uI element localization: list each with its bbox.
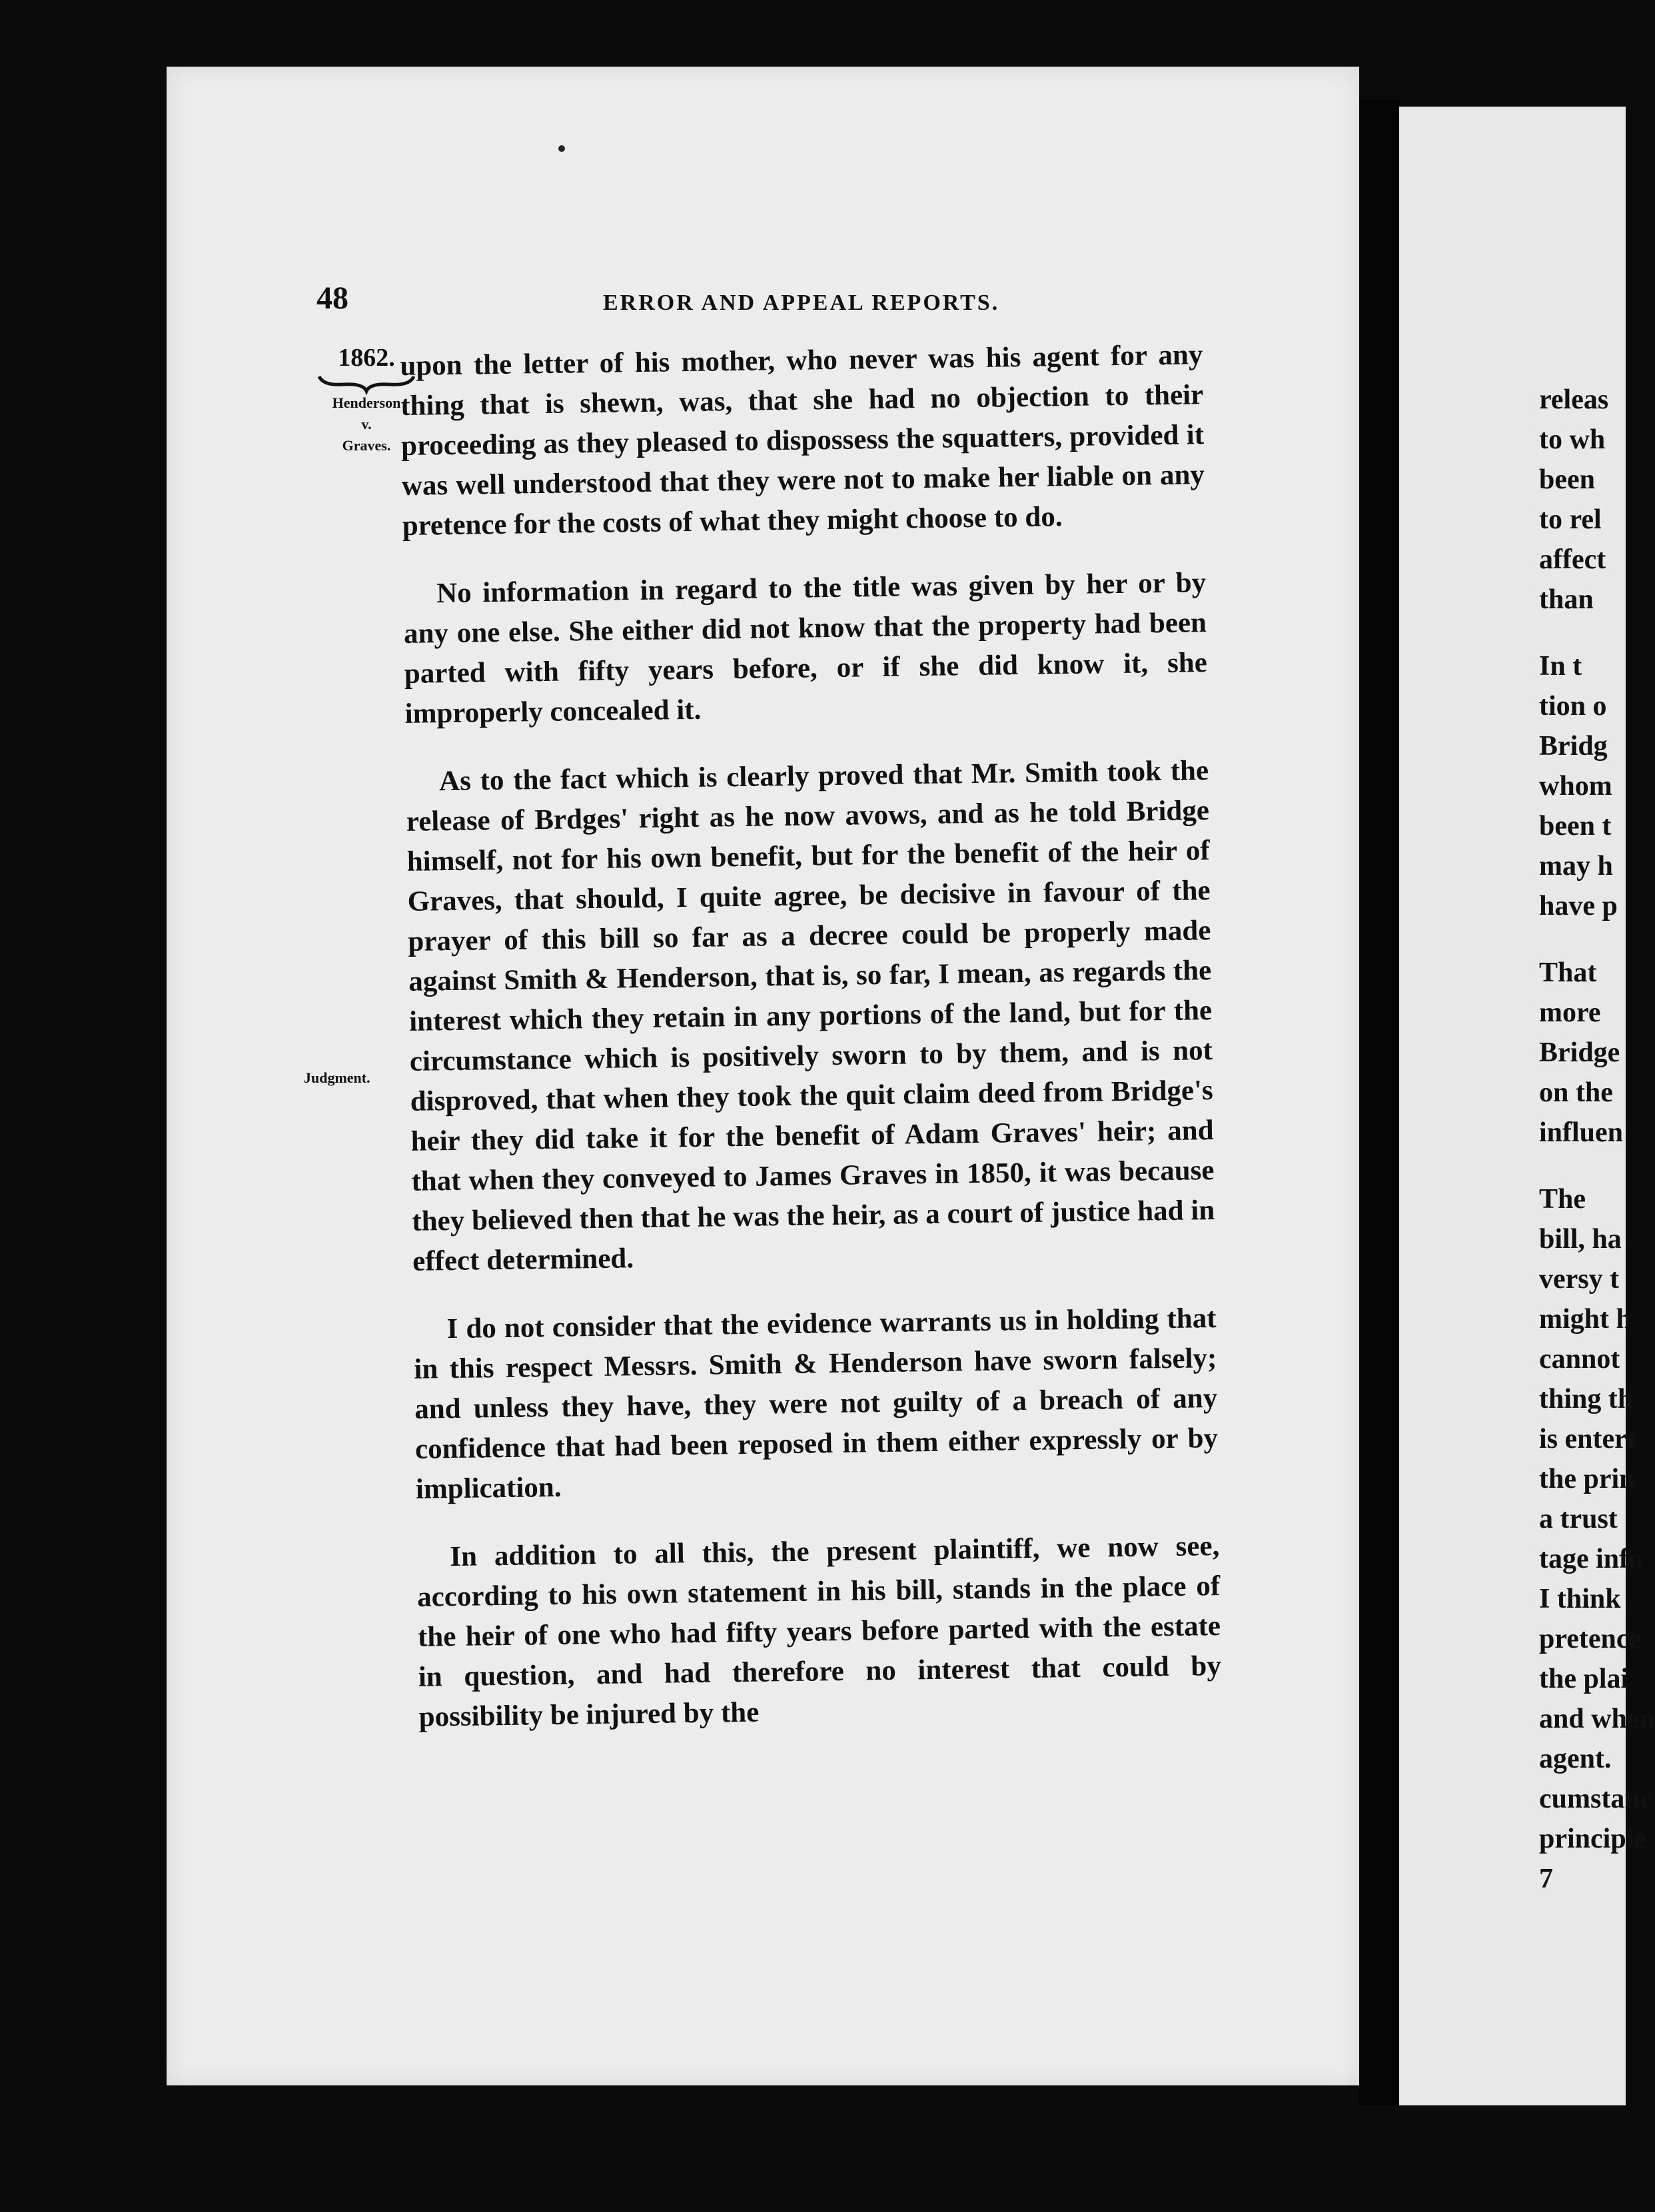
- right-line: the prin: [1539, 1464, 1635, 1494]
- paragraph-4: I do not consider that the evidence warrants us in holding that in this respect Messrs. Smith & Henderson have sworn falsely; and unless they have, they were not guilty of a breach of any confidence that had been reposed in them either expressly or by implication.: [414, 1303, 1219, 1505]
- right-line: may h: [1539, 851, 1613, 881]
- right-line: cannot: [1539, 1344, 1620, 1375]
- paragraph-5: In addition to all this, the present plaintiff, we now see, according to his own statement in his bill, stands in the place of the heir of one who had fifty years before parted with the estate in question, and had therefore no interest that could by possibility be injured by the: [416, 1530, 1222, 1733]
- right-line: In t: [1539, 651, 1582, 682]
- margin-party-2: Graves.: [342, 437, 391, 454]
- page-number: 48: [316, 280, 348, 316]
- right-line: Bridge: [1539, 1037, 1620, 1068]
- right-line: been: [1539, 464, 1595, 495]
- right-line: tage info: [1539, 1544, 1643, 1574]
- right-line: That: [1539, 957, 1597, 988]
- right-line: been t: [1539, 811, 1612, 841]
- margin-party-1: Henderson: [332, 394, 401, 411]
- book-gutter: [1359, 100, 1399, 2105]
- right-line: bill, ha: [1539, 1224, 1622, 1255]
- paragraph-1: upon the letter of his mother, who never was his agent for any thing that is shewn, was, that she had no objection to their proceeding as they pleased to dispossess the squatters, provided it was well understood that they were not to make her liable on any pretence for the costs of what they might choose to do.: [400, 339, 1205, 542]
- right-line: might h: [1539, 1304, 1632, 1335]
- right-line: to wh: [1539, 424, 1606, 455]
- right-line: Bridg: [1539, 731, 1608, 762]
- right-line: whom: [1539, 771, 1612, 802]
- right-line: more: [1539, 997, 1601, 1028]
- right-line: I think: [1539, 1584, 1621, 1614]
- paragraph-2: No information in regard to the title was given by her or by any one else. She either did not know that the property had been parted with fifty years before, or if she did know it, she improperly concealed it.: [403, 567, 1208, 730]
- body-text: [400, 335, 1223, 1766]
- right-line: tion o: [1539, 691, 1607, 722]
- paragraph-3: As to the fact which is clearly proved that Mr. Smith took the release of Brdges' right as he now avows, and as he told Bridge himself, not for his own benefit, but for the benefit of the heir of Graves, that should, I quite agree, be decisive in favour of the prayer of this bill so far as a decree could be properly made against Smith & Henderson, that is, so far, I mean, as regards the interest which they retain in any portions of the land, but for the circumstance which is positively sworn to by them, and is not disproved, that when they took the quit claim deed from Bridge's heir they did take it for the benefit of Adam Graves' heir; and that when they conveyed to James Graves in 1850, it was because they believed then that he was the heir, as a court of justice had in effect determined.: [406, 755, 1215, 1277]
- right-line: principle: [1539, 1824, 1647, 1854]
- right-line: versy t: [1539, 1264, 1620, 1295]
- right-line: is entert: [1539, 1424, 1636, 1454]
- margin-year: 1862.: [338, 344, 395, 372]
- right-line: a trust: [1539, 1504, 1618, 1534]
- right-line: cumstanc: [1539, 1784, 1653, 1814]
- right-line: thing th: [1539, 1384, 1634, 1414]
- right-line: agent.: [1539, 1744, 1612, 1774]
- right-page-column: [1539, 380, 1655, 1899]
- right-line: affect: [1539, 544, 1606, 575]
- right-line: pretence: [1539, 1624, 1642, 1654]
- right-line: 7: [1539, 1864, 1553, 1894]
- right-line: The: [1539, 1184, 1586, 1215]
- right-line: on the: [1539, 1077, 1613, 1108]
- right-line: to rel: [1539, 504, 1602, 535]
- right-line: releas: [1539, 384, 1609, 415]
- right-line: the plai: [1539, 1664, 1629, 1694]
- ink-speck: [558, 145, 565, 152]
- right-line: and when: [1539, 1704, 1655, 1734]
- margin-versus: v.: [361, 416, 372, 432]
- right-line: influen: [1539, 1117, 1624, 1148]
- right-line: have p: [1539, 891, 1618, 921]
- margin-judgment-label: Judgment.: [304, 1069, 370, 1086]
- right-line: than: [1539, 584, 1594, 615]
- running-head: ERROR AND APPEAL REPORTS.: [603, 290, 1000, 315]
